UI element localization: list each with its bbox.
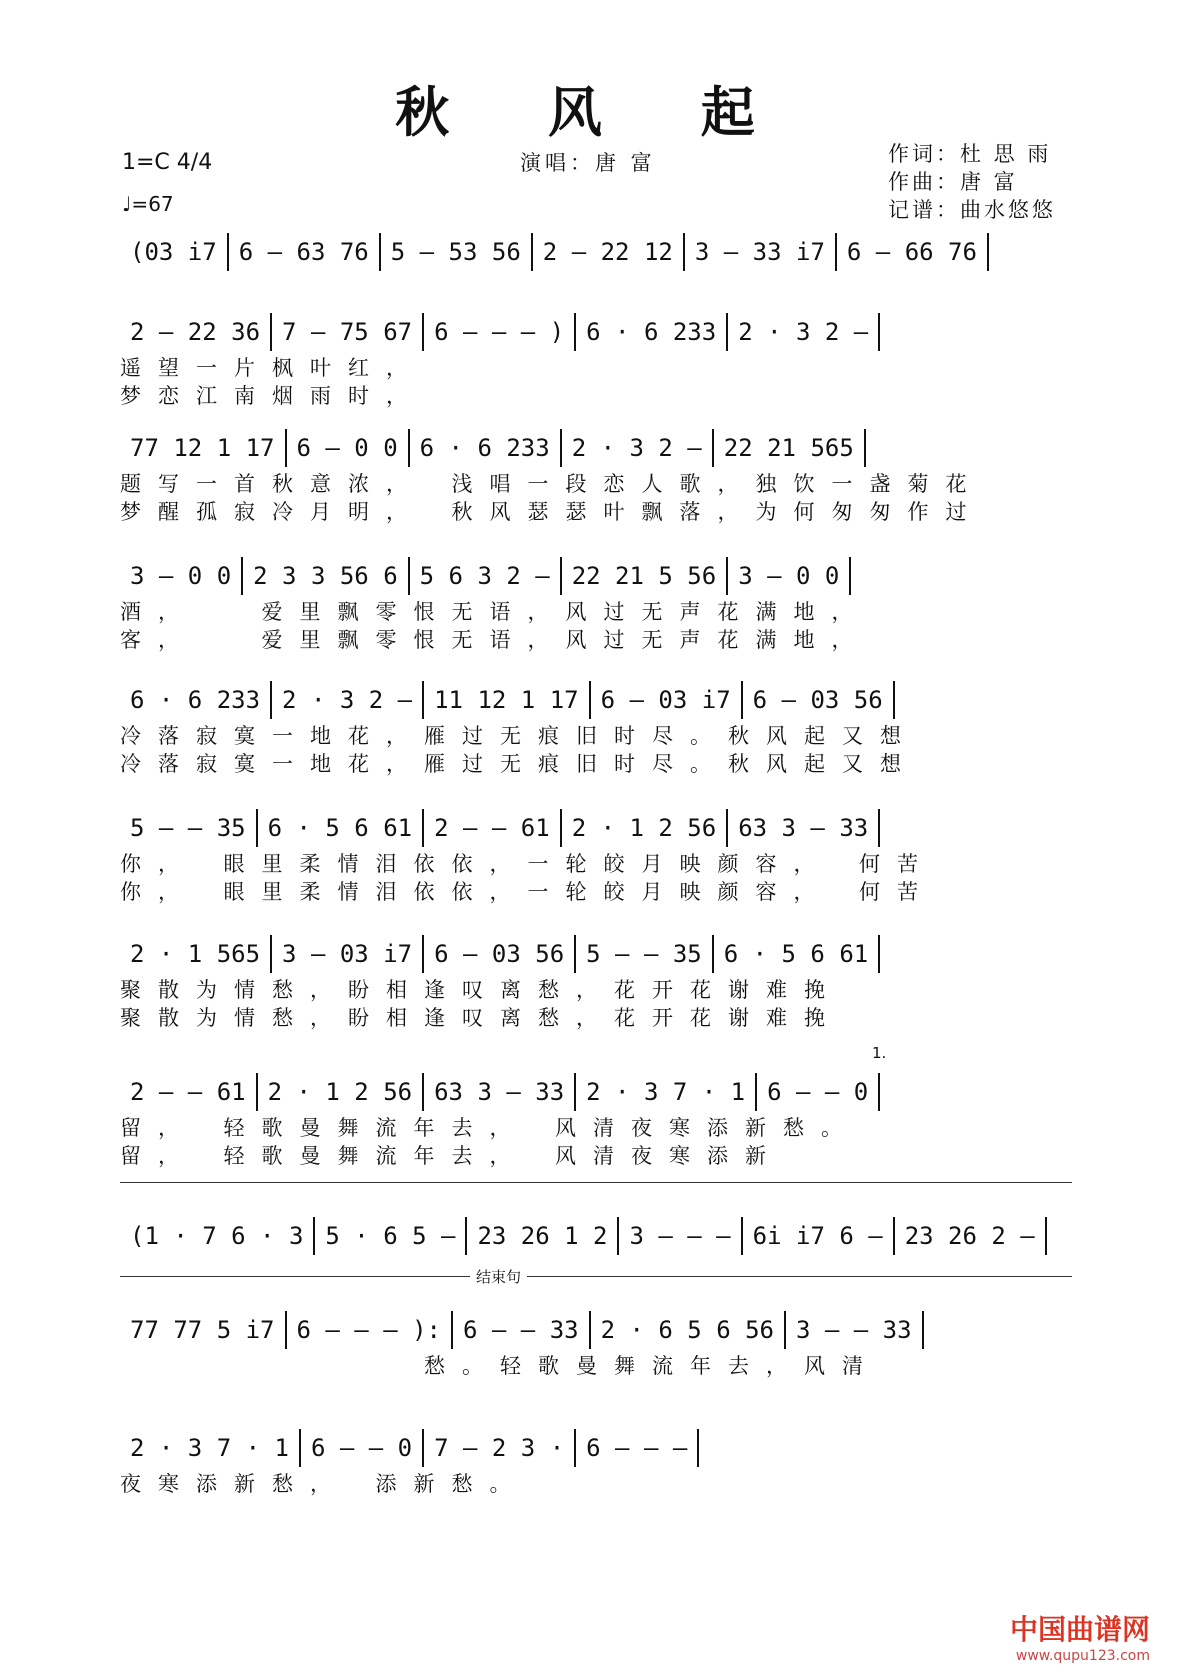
score-row [120, 1216, 1075, 1256]
measure: 23 26 2 – [895, 1217, 1047, 1255]
measure: 5 · 6 5 – [315, 1217, 467, 1255]
lyric-line: 夜寒添新愁， 添新愁。 [120, 1472, 528, 1496]
notes-line [120, 1216, 1075, 1256]
notes-line [120, 934, 1075, 974]
measure: 11 12 1 17 [424, 681, 591, 719]
lyric-line: 梦醒孤寂冷月明， 秋风瑟瑟叶飘落，为何匆匆作过 [120, 500, 984, 524]
measure: 23 26 1 2 [467, 1217, 619, 1255]
lyric-line: 留， 轻歌曼舞流年去， 风清夜寒添新愁。 [120, 1116, 859, 1140]
key-signature: 1=C 4/4 [122, 150, 213, 175]
measure: 5 6 3 2 – [410, 557, 562, 595]
measure: (03 i7 [120, 233, 229, 271]
measure: 2 · 3 2 – [562, 429, 714, 467]
measure: 2 3 3 56 6 [243, 557, 410, 595]
lyric-line: 客， 爱里飘零恨无语，风过无声花满地， [120, 628, 870, 652]
measure: 6 · 6 233 [120, 681, 272, 719]
measure: 6 · 5 6 61 [258, 809, 425, 847]
score-row [120, 556, 1075, 652]
measure: 2 · 1 2 56 [562, 809, 729, 847]
tempo-marking: ♩=67 [122, 192, 174, 216]
measure: 3 – 0 0 [728, 557, 851, 595]
score-row [120, 680, 1075, 776]
measure: 7 – 75 67 [272, 313, 424, 351]
notes-line [120, 680, 1075, 720]
score-row [120, 428, 1075, 524]
measure: 63 3 – 33 [424, 1073, 576, 1111]
measure: 2 · 3 7 · 1 [120, 1429, 301, 1467]
measure: 2 · 3 7 · 1 [576, 1073, 757, 1111]
watermark-logo [1010, 1608, 1150, 1664]
measure: 6 – – – ): [287, 1311, 454, 1349]
lyric-line: 冷落寂寞一地花，雁过无痕旧时尽。秋风起又想 [120, 752, 918, 776]
notes-line [120, 1072, 1075, 1112]
watermark-url: www.qupu123.com [1015, 1648, 1150, 1664]
lyric-line: 聚散为情愁，盼相逢叹离愁，花开花谢难挽 [120, 1006, 842, 1030]
notes-line [120, 312, 1075, 352]
measure: 6 – – 0 [757, 1073, 880, 1111]
measure: 6 – – 0 [301, 1429, 424, 1467]
score-row [120, 1310, 1075, 1378]
measure: 6 – 03 56 [743, 681, 895, 719]
song-title: 秋 风 起 [395, 80, 795, 144]
measure: 7 – 2 3 · [424, 1429, 576, 1467]
lyric-line: 聚散为情愁，盼相逢叹离愁，花开花谢难挽 [120, 978, 842, 1002]
measure: 2 · 3 2 – [272, 681, 424, 719]
measure: 77 77 5 i7 [120, 1311, 287, 1349]
lyric-line: 你， 眼里柔情泪依依，一轮皎月映颜容， 何苦 [120, 880, 935, 904]
volta-label: 1. [866, 1044, 892, 1062]
lyric-line: 留， 轻歌曼舞流年去， 风清夜寒添新 [120, 1144, 783, 1168]
lyricist-credit: 作词：杜 思 雨 [888, 142, 1052, 166]
score-row [120, 808, 1075, 904]
composer-credit: 作曲：唐 富 [888, 170, 1018, 194]
watermark-brand: 中国曲谱网 [1009, 1613, 1150, 1646]
credits-block [888, 140, 1056, 224]
measure: 6 · 6 233 [576, 313, 728, 351]
notes-line [120, 808, 1075, 848]
lyric-line: 梦恋江南烟雨时， [120, 384, 424, 408]
measure: 6 – – – [576, 1429, 699, 1467]
measure: 77 12 1 17 [120, 429, 287, 467]
ending-divider [120, 1276, 1072, 1277]
measure: 6 · 5 6 61 [714, 935, 881, 973]
measure: 3 – – – [619, 1217, 742, 1255]
measure: 3 – 33 i7 [685, 233, 837, 271]
section-divider [120, 1182, 1072, 1183]
notes-line [120, 1428, 1075, 1468]
measure: 22 21 5 56 [562, 557, 729, 595]
notes-line [120, 232, 1075, 272]
lyric-line: 遥望一片枫叶红， [120, 356, 424, 380]
score-row [120, 312, 1075, 408]
score-row [120, 1428, 1075, 1496]
singer-credit: 演唱：唐 富 [520, 151, 656, 175]
lyric-line: 题写一首秋意浓， 浅唱一段恋人歌，独饮一盏菊花 [120, 472, 984, 496]
measure: 2 – 22 12 [533, 233, 685, 271]
score-row [120, 232, 1075, 272]
measure: 5 – 53 56 [381, 233, 533, 271]
ending-label: 结束句 [470, 1266, 527, 1287]
measure: 6 – – 33 [453, 1311, 591, 1349]
measure: 2 · 3 2 – [728, 313, 880, 351]
transcriber-credit: 记谱：曲水悠悠 [888, 198, 1056, 222]
measure: 63 3 – 33 [728, 809, 880, 847]
measure: 2 · 6 5 6 56 [591, 1311, 786, 1349]
measure: 2 – 22 36 [120, 313, 272, 351]
lyric-line: 冷落寂寞一地花，雁过无痕旧时尽。秋风起又想 [120, 724, 918, 748]
measure: 3 – 0 0 [120, 557, 243, 595]
measure: 5 – – 35 [576, 935, 714, 973]
measure: 5 – – 35 [120, 809, 258, 847]
measure: 3 – 03 i7 [272, 935, 424, 973]
lyric-line: 酒， 爱里飘零恨无语，风过无声花满地， [120, 600, 870, 624]
measure: 3 – – 33 [786, 1311, 924, 1349]
notes-line [120, 428, 1075, 468]
measure: 6 – 63 76 [229, 233, 381, 271]
measure: 2 – – 61 [120, 1073, 258, 1111]
score-row [120, 934, 1075, 1030]
measure: (1 · 7 6 · 3 [120, 1217, 315, 1255]
measure: 22 21 565 [714, 429, 866, 467]
measure: 2 · 1 2 56 [258, 1073, 425, 1111]
measure: 6i i7 6 – [743, 1217, 895, 1255]
measure: 6 – 66 76 [837, 233, 989, 271]
notes-line [120, 556, 1075, 596]
lyric-line: 愁。轻歌曼舞流年去，风清 [120, 1354, 880, 1378]
measure: 2 – – 61 [424, 809, 562, 847]
measure: 6 – 03 56 [424, 935, 576, 973]
measure: 6 · 6 233 [410, 429, 562, 467]
measure: 6 – 03 i7 [591, 681, 743, 719]
lyric-line: 你， 眼里柔情泪依依，一轮皎月映颜容， 何苦 [120, 852, 935, 876]
score-row [120, 1072, 1075, 1168]
notes-line [120, 1310, 1075, 1350]
measure: 6 – 0 0 [287, 429, 410, 467]
measure: 6 – – – ) [424, 313, 576, 351]
measure: 2 · 1 565 [120, 935, 272, 973]
